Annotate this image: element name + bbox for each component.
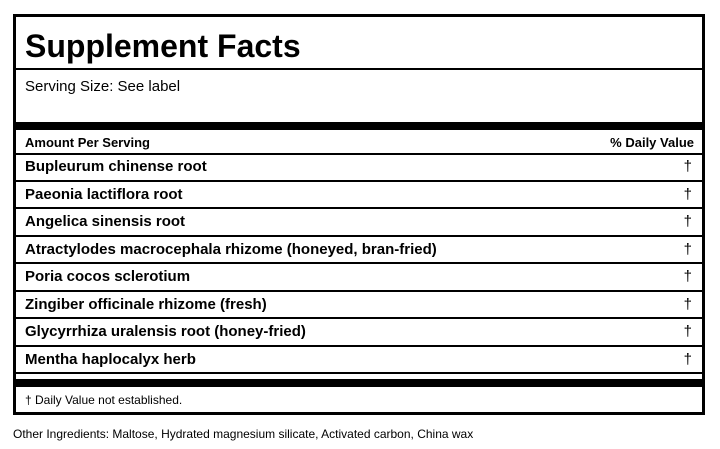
other-ingredients: Other Ingredients: Maltose, Hydrated magnesium silicate, Activated carbon, China wax [13, 427, 474, 441]
ingredient-daily-value: † [683, 185, 692, 203]
serving-size: Serving Size: See label [25, 78, 181, 95]
daily-value-header: % Daily Value [610, 135, 694, 150]
ingredient-daily-value: † [683, 158, 692, 175]
amount-per-serving-header: Amount Per Serving [25, 135, 150, 150]
thick-divider-bottom [16, 379, 702, 387]
ingredient-list [16, 154, 702, 374]
footnote: † Daily Value not established. [25, 393, 183, 407]
table-row [16, 347, 702, 375]
ingredient-name: Mentha haplocalyx herb [25, 350, 196, 368]
supplement-facts-panel [13, 14, 705, 415]
ingredient-daily-value: † [683, 323, 692, 340]
thick-divider-top [16, 122, 702, 130]
table-row [16, 237, 702, 265]
ingredient-name: Zingiber officinale rhizome (fresh) [25, 295, 267, 313]
ingredient-daily-value: † [683, 350, 692, 368]
ingredient-daily-value: † [683, 295, 692, 313]
ingredient-name: Glycyrrhiza uralensis root (honey-fried) [25, 323, 306, 340]
ingredient-name: Paeonia lactiflora root [25, 185, 183, 203]
table-row [16, 209, 702, 237]
table-row [16, 264, 702, 292]
ingredient-name: Bupleurum chinense root [25, 158, 207, 175]
ingredient-daily-value: † [683, 240, 692, 258]
table-row [16, 154, 702, 182]
ingredient-name: Atractylodes macrocephala rhizome (honeyed, bran-fried) [25, 240, 437, 258]
column-header-row [16, 131, 702, 153]
ingredient-daily-value: † [683, 213, 692, 230]
ingredient-name: Angelica sinensis root [25, 213, 186, 230]
panel-title: Supplement Facts [25, 28, 301, 64]
ingredient-name: Poria cocos sclerotium [25, 268, 191, 285]
table-row [16, 292, 702, 320]
ingredient-daily-value: † [683, 268, 692, 285]
row-divider [16, 372, 702, 374]
divider-under-title [16, 68, 702, 70]
table-row [16, 182, 702, 210]
table-row [16, 319, 702, 347]
